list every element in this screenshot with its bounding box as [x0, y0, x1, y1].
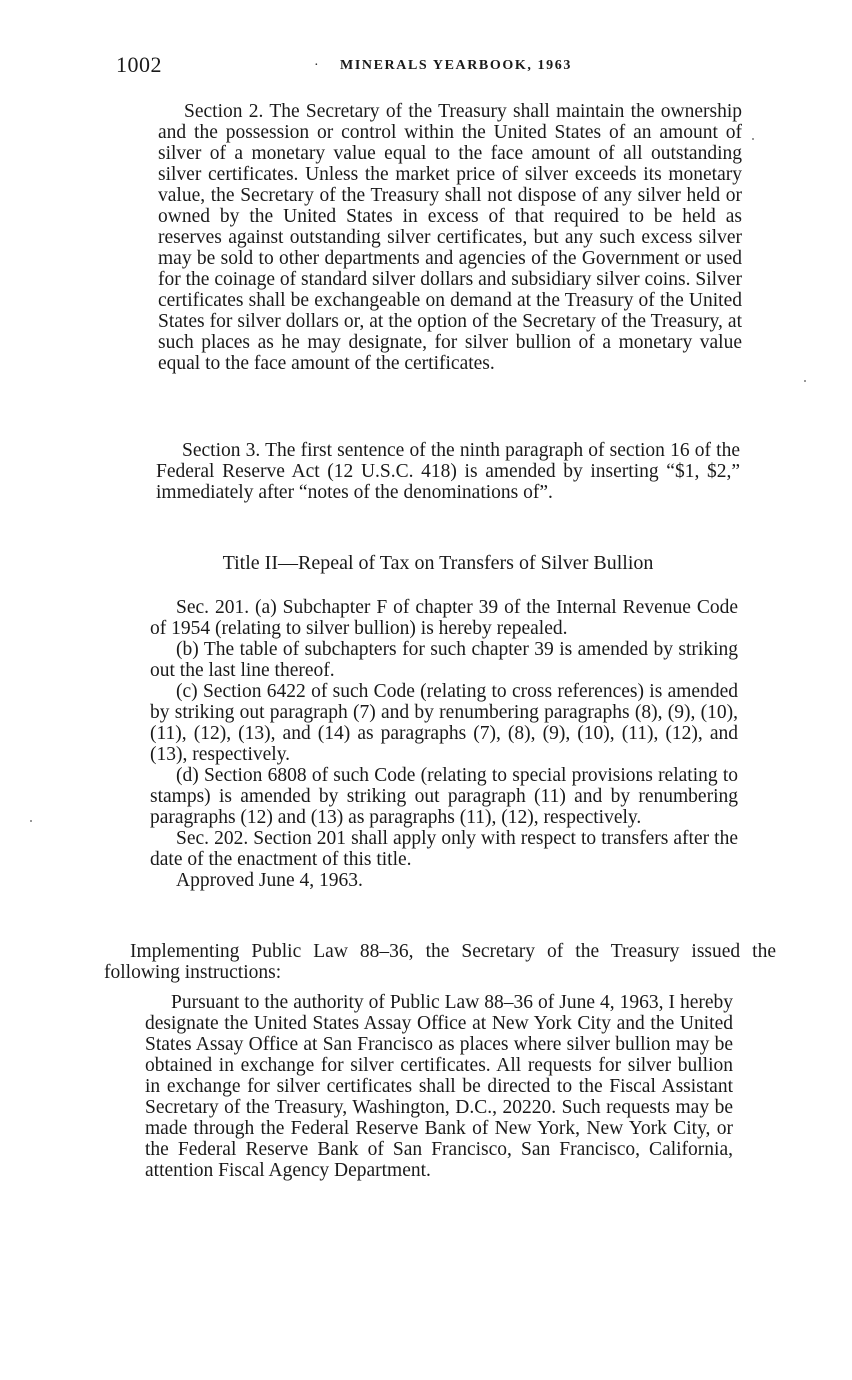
sec-202-paragraph: Sec. 202. Section 201 shall apply only with respect to transfers after the date of the enactment of this title.: [150, 828, 738, 870]
header-separator: ·: [314, 58, 319, 73]
treasury-instructions-paragraph: Pursuant to the authority of Public Law 88–36 of June 4, 1963, I hereby designate the United States Assay Office at New York City and the United States Assay Office at San Francisco as places where silver bullion may be obtained in exchange for silver certificates. All requests for silver bullion in exchange for silver certificates shall be directed to the Fiscal Assistant Secretary of the Treasury, Washington, D.C., 20220. Such requests may be made through the Federal Reserve Bank of New York, New York City, or the Federal Reserve Bank of San Francisco, San Francisco, California, attention Fiscal Agency Department.: [145, 992, 733, 1181]
section-3-block: [156, 440, 740, 503]
approval-date: Approved June 4, 1963.: [176, 870, 363, 891]
sec-201-b-paragraph: (b) The table of subchapters for such chapter 39 is amended by striking out the last line thereof.: [150, 639, 738, 681]
running-title: MINERALS YEARBOOK, 1963: [340, 58, 572, 73]
sec-201-c-paragraph: (c) Section 6422 of such Code (relating to cross references) is amended by striking out paragraph (7) and by renumbering paragraphs (8), (9), (10), (11), (12), (13), and (14) as paragraphs (7), (8), (9), (10), (11), (12), and (13), respectively.: [150, 681, 738, 765]
page-number: 1002: [116, 52, 162, 77]
title-2-heading: Title II—Repeal of Tax on Transfers of Silver Bullion: [222, 552, 654, 574]
section-2-block: [158, 101, 742, 374]
treasury-instructions-block: [145, 992, 733, 1181]
scan-speck: [752, 138, 754, 140]
scan-speck: [804, 380, 806, 382]
sec-201-a-paragraph: Sec. 201. (a) Subchapter F of chapter 39 of the Internal Revenue Code of 1954 (relating to silver bullion) is hereby repealed.: [150, 597, 738, 639]
page-header: [116, 52, 736, 82]
title-2-body: [150, 597, 738, 891]
implementing-intro-paragraph: Implementing Public Law 88–36, the Secretary of the Treasury issued the following instructions:: [104, 941, 776, 983]
scan-speck: [30, 820, 32, 822]
sec-201-d-paragraph: (d) Section 6808 of such Code (relating to special provisions relating to stamps) is amended by striking out paragraph (11) and by renumbering paragraphs (12) and (13) as paragraphs (11), (12), respectively.: [150, 765, 738, 828]
section-3-paragraph: Section 3. The first sentence of the ninth paragraph of section 16 of the Federal Reserve Act (12 U.S.C. 418) is amended by inserting “$1, $2,” immediately after “notes of the denominations of”.: [156, 440, 740, 503]
section-2-paragraph: Section 2. The Secretary of the Treasury shall maintain the ownership and the possession or control within the United States of an amount of silver of a monetary value equal to the face amount of all outstanding silver certificates. Unless the market price of silver exceeds its monetary value, the Secretary of the Treasury shall not dispose of any silver held or owned by the United States in excess of that required to be held as reserves against outstanding silver certificates, but any such excess silver may be sold to other departments and agencies of the Government or used for the coinage of standard silver dollars and subsidiary silver coins. Silver certificates shall be exchangeable on demand at the Treasury of the United States for silver dollars or, at the option of the Secretary of the Treasury, at such places as he may designate, for silver bullion of a monetary value equal to the face amount of the certificates.: [158, 101, 742, 374]
implementing-intro-block: [104, 941, 776, 983]
